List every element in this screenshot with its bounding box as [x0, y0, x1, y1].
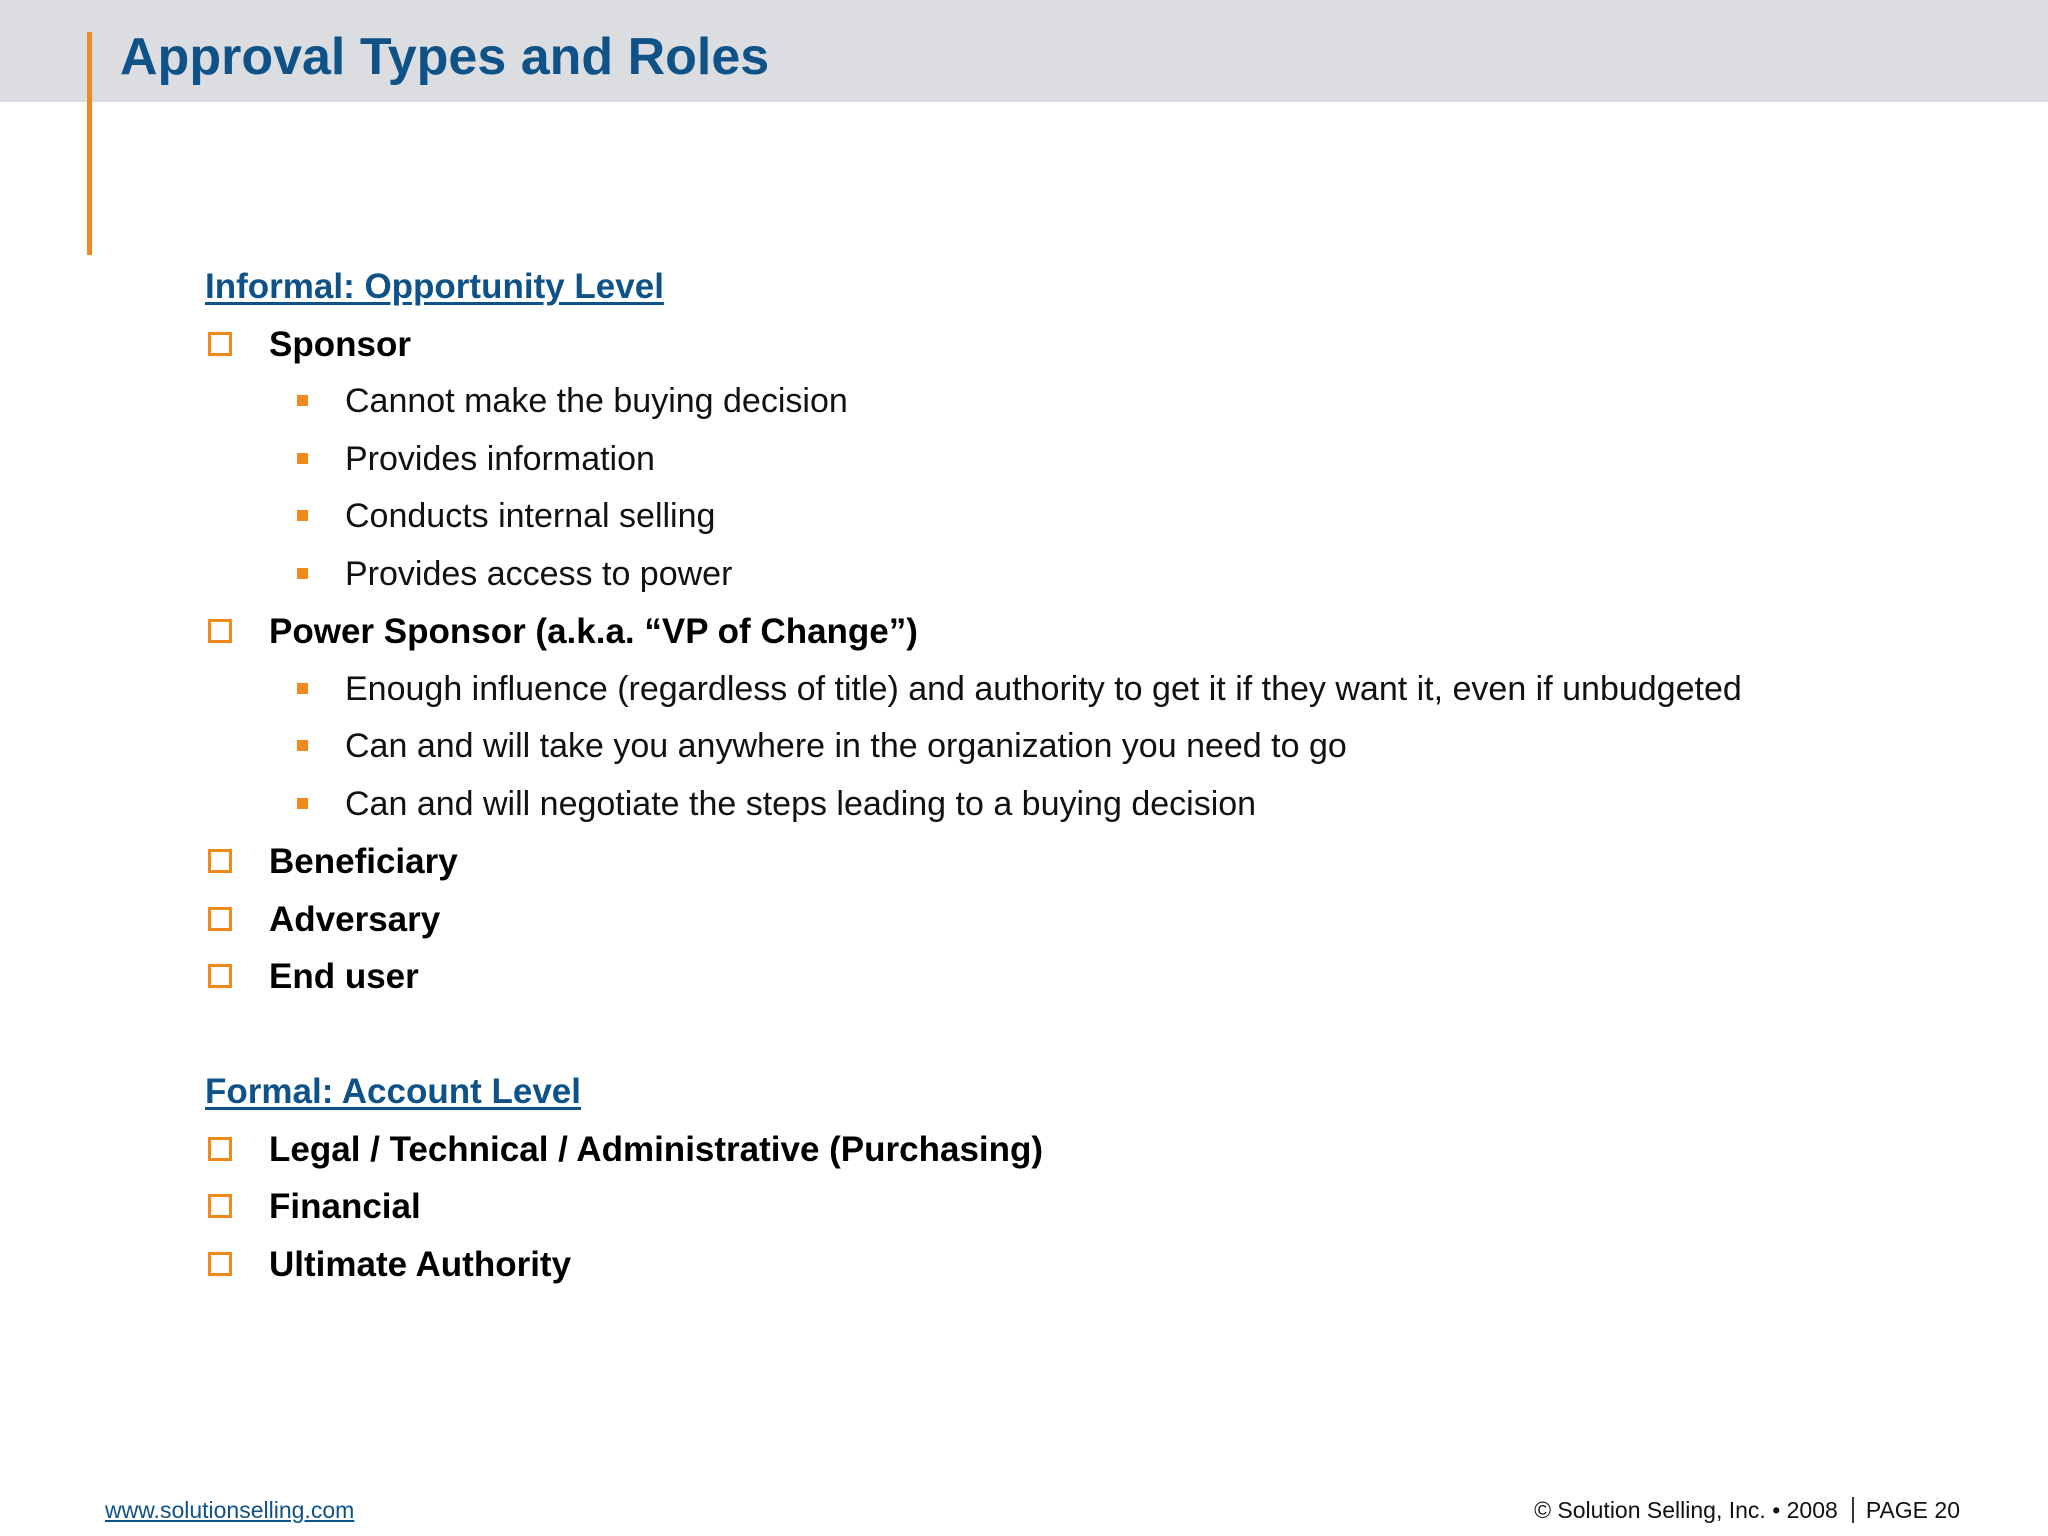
role-label: End user [269, 957, 419, 996]
detail-text: Can and will negotiate the steps leading to a buying decision [345, 784, 1257, 823]
role-label: Financial [269, 1187, 421, 1226]
checkbox-bullet-icon [208, 849, 232, 873]
checkbox-bullet-icon [208, 1252, 232, 1276]
square-bullet-icon [297, 453, 308, 464]
role-item-ultimate-authority [205, 1236, 2005, 1294]
role-label: Ultimate Authority [269, 1244, 572, 1284]
section-spacer [205, 1006, 2005, 1064]
detail-item [205, 661, 2005, 719]
checkbox-bullet-icon [208, 964, 232, 988]
checkbox-bullet-icon [208, 1137, 232, 1161]
checkbox-bullet-icon [208, 332, 232, 356]
footer-info [1534, 1497, 1960, 1524]
role-item-power-sponsor [205, 603, 2005, 661]
role-item-legal-technical-administrative [205, 1121, 2005, 1179]
role-label: Adversary [269, 899, 441, 939]
detail-item [205, 776, 2005, 834]
role-item-sponsor [205, 316, 2005, 374]
role-label: Beneficiary [269, 842, 458, 881]
square-bullet-icon [297, 568, 308, 579]
checkbox-bullet-icon [208, 907, 232, 931]
section-heading-formal: Formal: Account Level [205, 1072, 581, 1111]
role-label: Power Sponsor (a.k.a. “VP of Change”) [269, 612, 918, 651]
detail-item [205, 546, 2005, 604]
role-item-end-user [205, 948, 2005, 1006]
footer-divider [1852, 1497, 1854, 1523]
detail-item [205, 431, 2005, 489]
role-label: Sponsor [269, 324, 411, 364]
detail-item [205, 718, 2005, 776]
detail-text: Can and will take you anywhere in the organization you need to go [345, 727, 1347, 765]
square-bullet-icon [297, 740, 308, 751]
role-item-adversary [205, 891, 2005, 949]
square-bullet-icon [297, 395, 308, 406]
square-bullet-icon [297, 683, 308, 694]
detail-text: Conducts internal selling [345, 497, 716, 535]
page-number: PAGE 20 [1865, 1497, 1960, 1523]
checkbox-bullet-icon [208, 1194, 232, 1218]
detail-text: Provides information [345, 439, 655, 478]
accent-bar [87, 32, 92, 255]
role-item-financial [205, 1178, 2005, 1236]
detail-text: Provides access to power [345, 554, 733, 593]
copyright-text: © Solution Selling, Inc. • 2008 [1534, 1497, 1838, 1523]
checkbox-bullet-icon [208, 619, 232, 643]
slide-title: Approval Types and Roles [120, 28, 770, 86]
section-heading-informal: Informal: Opportunity Level [205, 267, 664, 306]
square-bullet-icon [297, 798, 308, 809]
website-link[interactable]: www.solutionselling.com [105, 1497, 355, 1523]
content-area [205, 258, 2005, 1293]
detail-text: Cannot make the buying decision [345, 382, 848, 420]
detail-text: Enough influence (regardless of title) and authority to get it if they want it, even if unbudgeted [345, 669, 1742, 708]
detail-item [205, 373, 2005, 431]
square-bullet-icon [297, 510, 308, 521]
detail-item [205, 488, 2005, 546]
role-label: Legal / Technical / Administrative (Purchasing) [269, 1129, 1044, 1169]
role-item-beneficiary [205, 833, 2005, 891]
